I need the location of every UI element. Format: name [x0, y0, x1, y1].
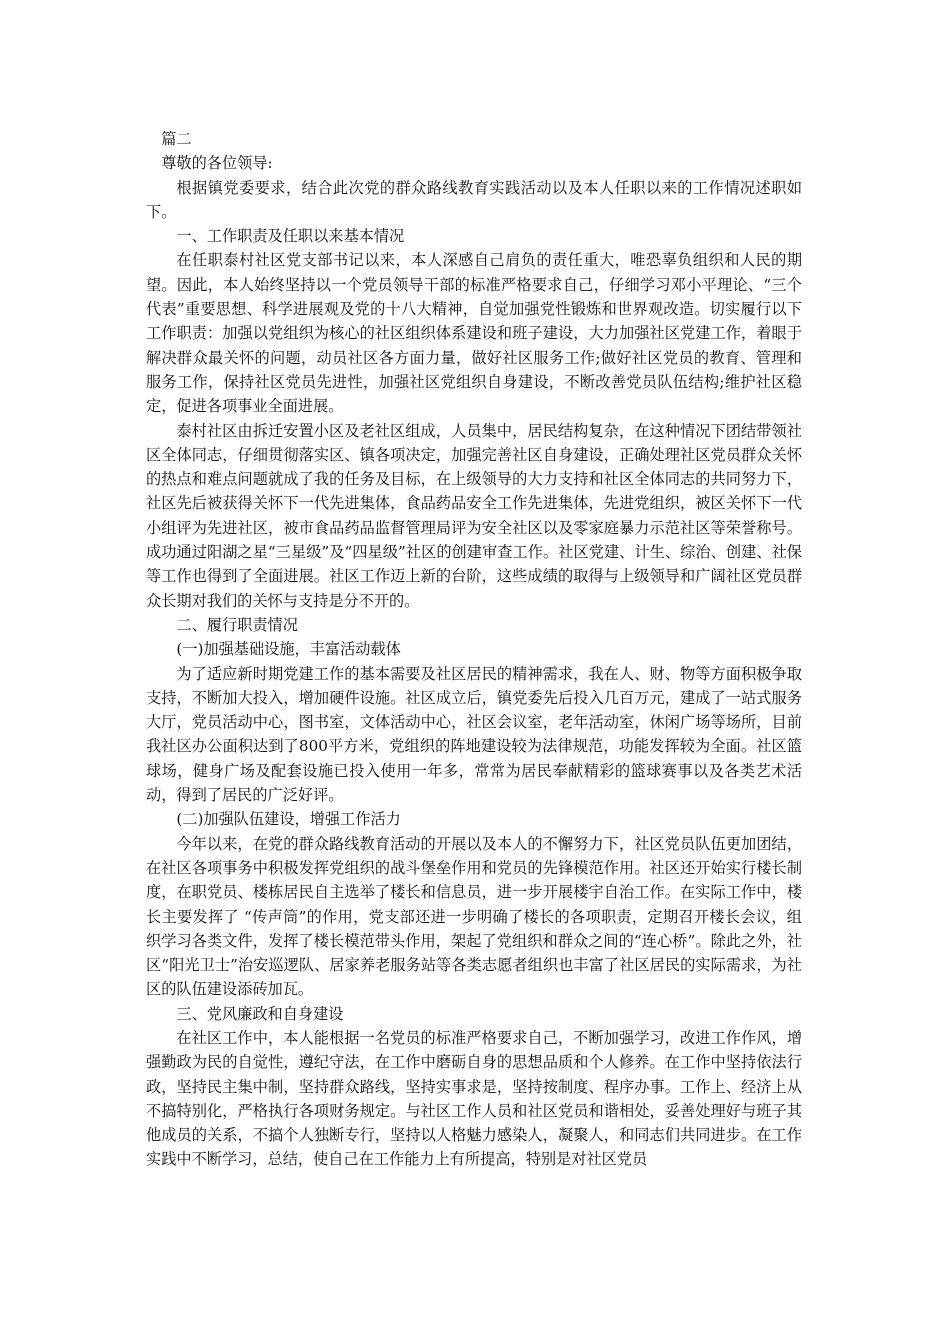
heading-3: 三、党风廉政和自身建设 — [176, 1004, 344, 1023]
subheading-2b: (二)加强队伍建设，增强工作活力 — [176, 810, 401, 829]
paragraph-4: 今年以来，在党的群众路线教育活动的开展以及本人的不懈努力下，社区党员队伍更加团结，在社区各项事务中积极发挥党组织的战斗堡垒作用和党员的先锋模范作用。社区还开始实行楼长制度，在职党员、楼栋居民自主选举了楼长和信息员，进一步开展楼宇自治工作。在实际工作中，楼长主要发挥了 “传声筒”的作用，党支部还进一步明确了楼长的各项职责，定期召开楼长会议，组织学习各类文件，发挥了楼长模范带头作用，架起了党组织和群众之间的“连心桥”。除此之外，社区“阳光卫士”治安巡逻队、居家养老服务站等各类志愿者组织也丰富了社区居民的实际需求，为社区的队伍建设添砖加瓦。 — [146, 834, 802, 999]
paragraph-1: 在任职泰村社区党支部书记以来，本人深感自己肩负的责任重大，唯恐辜负组织和人民的期望。因此，本人始终坚持以一个党员领导干部的标准严格要求自己，仔细学习邓小平理论、“三个代表”重要思想、科学进展观及党的十八大精神，自觉加强党性锻炼和世界观改造。切实履行以下工作职责：加强以党组织为核心的社区组织体系建设和班子建设，大力加强社区党建工作，着眼于解决群众最关怀的问题，动员社区各方面力量，做好社区服务工作;做好社区党员的教育、管理和服务工作，保持社区党员先进性，加强社区党组织自身建设，不断改善党员队伍结构;维护社区稳定，促进各项事业全面进展。 — [146, 251, 802, 416]
paragraph-3: 为了适应新时期党建工作的基本需要及社区居民的精神需求，我在人、财、物等方面积极争取支持，不断加大投入，增加硬件设施。社区成立后，镇党委先后投入几百万元，建成了一站式服务大厅，党员活动中心，图书室，文体活动中心，社区会议室，老年活动室，休闲广场等场所，目前我社区办公面积达到了800平方米，党组织的阵地建设较为法律规范，功能发挥较为全面。社区篮球场，健身广场及配套设施已投入使用一年多，常常为居民奉献精彩的篮球赛事以及各类艺术活动，得到了居民的广泛好评。 — [146, 664, 802, 805]
heading-2: 二、履行职责情况 — [176, 615, 298, 634]
subheading-2a: (一)加强基础设施，丰富活动载体 — [176, 640, 401, 659]
paragraph-2: 泰村社区由拆迁安置小区及老社区组成，人员集中，居民结构复杂，在这种情况下团结带领社区全体同志，仔细贯彻落实区、镇各项决定，加强完善社区自身建设，正确处理社区党员群众关怀的热点和难点问题就成了我的任务及目标，在上级领导的大力支持和社区全体同志的共同努力下，社区先后被获得关怀下一代先进集体，食品药品安全工作先进集体，先进党组织，被区关怀下一代小组评为先进社区，被市食品药品监督管理局评为安全社区以及零家庭暴力示范社区等荣誉称号。成功通过阳湖之星“三星级”及“四星级”社区的创建审查工作。社区党建、计生、综治、创建、社保等工作也得到了全面进展。社区工作迈上新的台阶，这些成绩的取得与上级领导和广阔社区党员群众长期对我们的关怀与支持是分不开的。 — [146, 421, 802, 610]
heading-1: 一、工作职责及任职以来基本情况 — [176, 227, 405, 246]
intro-paragraph: 根据镇党委要求，结合此次党的群众路线教育实践活动以及本人任职以来的工作情况述职如下。 — [146, 178, 802, 221]
salutation: 尊敬的各位领导: — [161, 154, 273, 173]
document-page — [146, 127, 802, 1172]
section-label: 篇二 — [161, 130, 192, 148]
paragraph-5: 在社区工作中，本人能根据一名党员的标准严格要求自己，不断加强学习，改进工作作风，增强勤政为民的自觉性，遵纪守法，在工作中磨砺自身的思想品质和个人修养。在工作中坚持依法行政，坚持民主集中制，坚持群众路线，坚持实事求是，坚持按制度、程序办事。工作上、经济上从不搞特别化，严格执行各项财务规定。与社区工作人员和社区党员和谐相处，妥善处理好与班子其他成员的关系，不搞个人独断专行，坚持以人格魅力感染人，凝聚人，和同志们共同进步。在工作实践中不断学习，总结，使自己在工作能力上有所提高，特别是对社区党员 — [146, 1028, 802, 1169]
